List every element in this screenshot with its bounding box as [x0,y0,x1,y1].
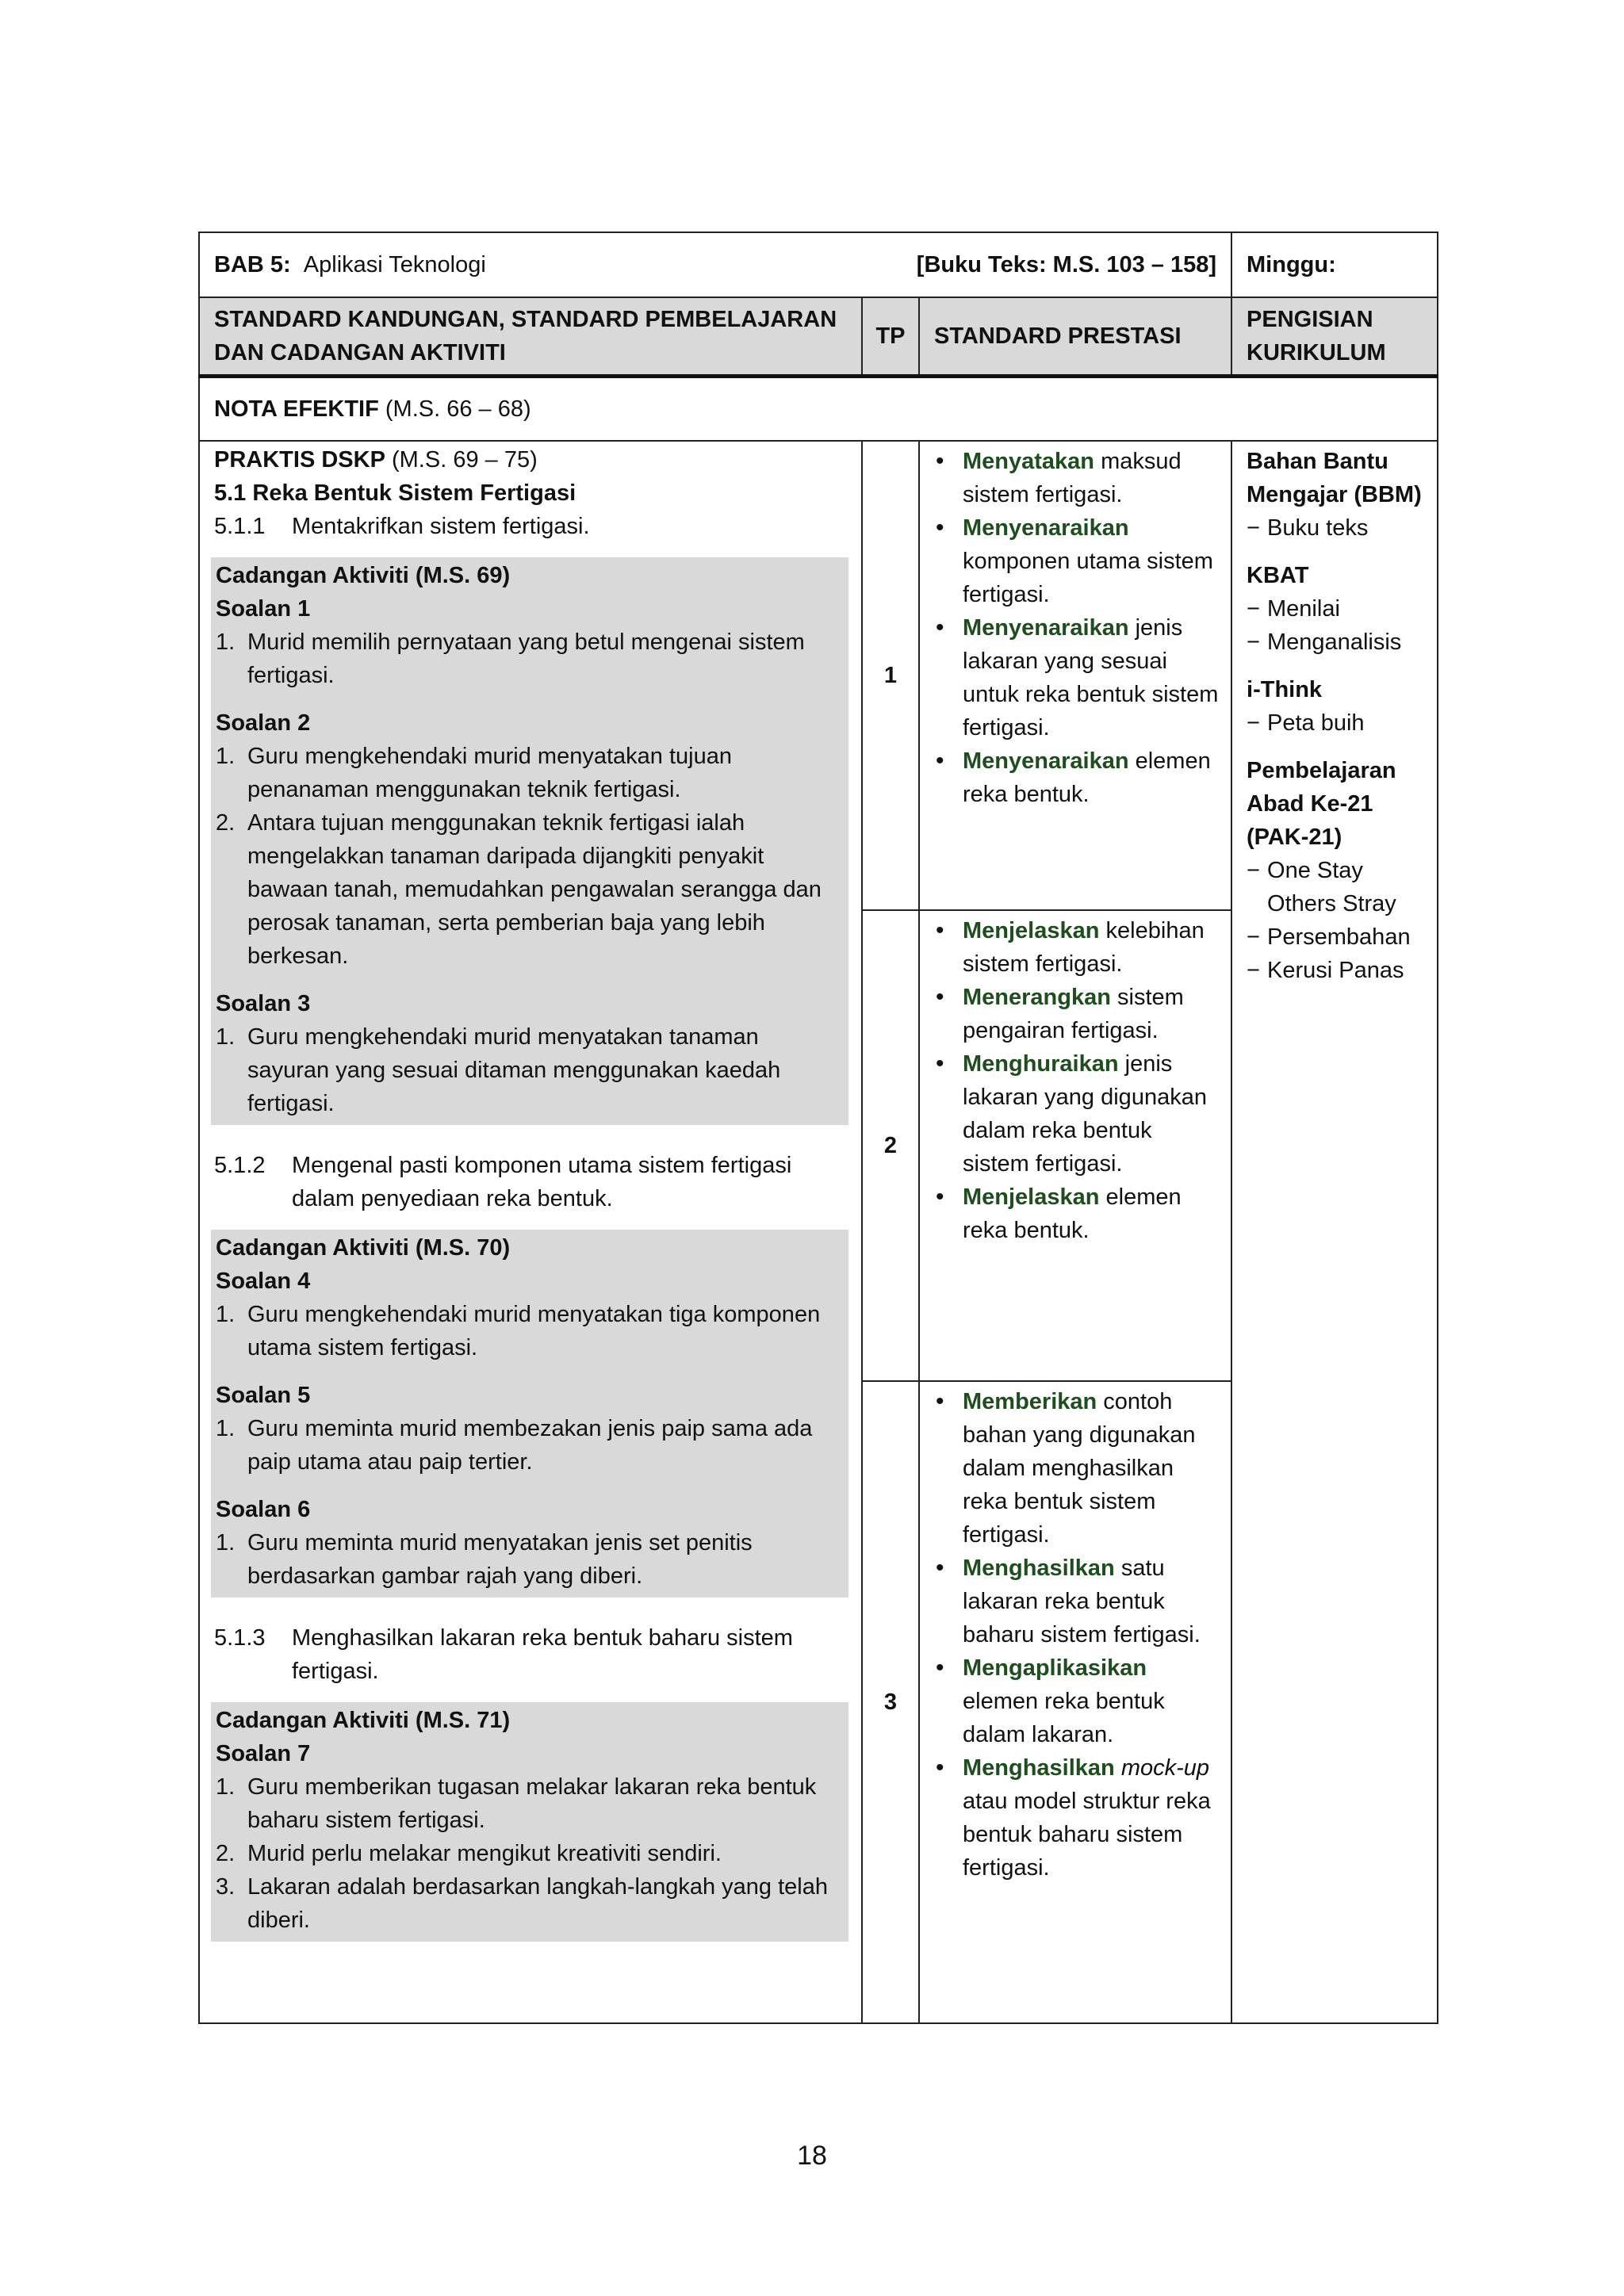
prestasi-cell-tp2 [919,910,1231,1381]
prestasi-cell-tp3 [919,1381,1231,2023]
page-number: 18 [797,2141,827,2171]
list-item: • Menyenaraikan komponen utama sistem fertigasi. [920,511,1223,611]
praktis-label: PRAKTIS DSKP [214,447,385,473]
nota-cell [199,377,1438,442]
learning-standard-512: 5.1.2 Mengenal pasti komponen utama sistem fertigasi dalam penyediaan reka bentuk. [214,1153,792,1211]
list-item: 1. Guru mengkehendaki murid menyatakan tujuan penanaman menggunakan teknik fertigasi. [216,744,732,802]
column-header-standard: STANDARD KANDUNGAN, STANDARD PEMBELAJARAN DAN CADANGAN AKTIVITI [199,297,862,377]
tp-level-1: 1 [862,441,919,910]
tp-level-2: 2 [862,910,919,1381]
chapter-label: BAB 5: [214,252,291,277]
nota-row [199,377,1438,442]
list-item: 1. Guru mengkehendaki murid menyatakan tanaman sayuran yang sesuai ditaman menggunakan kaedah fertigasi. [216,1024,781,1116]
question-title: Soalan 6 [216,1497,311,1522]
list-item: • Menghasilkan satu lakaran reka bentuk baharu sistem fertigasi. [920,1552,1223,1651]
list-item: − Peta buih [1247,710,1365,736]
prestasi-list-tp1 [920,445,1223,811]
activity-title: Cadangan Aktiviti (M.S. 71) [216,1708,511,1733]
list-item: − Buku teks [1247,515,1369,541]
pak21-title: Pembelajaran Abad Ke-21 (PAK-21) [1247,758,1396,850]
bbm-title: Bahan Bantu Mengajar (BBM) [1247,449,1422,507]
week-cell [1231,232,1438,297]
activity-title: Cadangan Aktiviti (M.S. 70) [216,1235,511,1261]
column-header-kurikulum: PENGISIAN KURIKULUM [1231,297,1438,377]
chapter-cell [199,232,1231,297]
list-item: − Kerusi Panas [1247,958,1404,983]
content-row-tp1 [199,441,1438,910]
list-item: • Menyatakan maksud sistem fertigasi. [920,445,1223,511]
list-item: 1. Guru memberikan tugasan melakar lakaran reka bentuk baharu sistem fertigasi. [216,1774,817,1833]
tp-level-3: 3 [862,1381,919,2023]
list-item: − One Stay Others Stray [1247,858,1396,916]
list-item: • Menjelaskan kelebihan sistem fertigasi. [920,914,1223,981]
question-title: Soalan 5 [216,1383,311,1408]
list-item: • Mengaplikasikan elemen reka bentuk dalam lakaran. [920,1651,1223,1751]
list-item: • Menjelaskan elemen reka bentuk. [920,1181,1223,1247]
list-item: 2. Antara tujuan menggunakan teknik fertigasi ialah mengelakkan tanaman daripada dijangkiti penyakit bawaan tanah, memudahkan pengawalan serangga dan perosak tanaman, serta pemberian baja yang lebih berkesan. [216,810,822,969]
question-title: Soalan 7 [216,1741,311,1766]
list-item: 2. Murid perlu melakar mengikut kreativiti sendiri. [216,1841,722,1866]
praktis-pages: (M.S. 69 – 75) [391,447,538,473]
title-row [199,232,1438,297]
column-header-tp: TP [862,297,919,377]
textbook-pages: [Buku Teks: M.S. 103 – 158] [916,252,1217,277]
ithink-title: i-Think [1247,677,1323,702]
activity-box-3 [211,1702,848,1942]
list-item: 3. Lakaran adalah berdasarkan langkah-langkah yang telah diberi. [216,1874,828,1933]
list-item: − Menganalisis [1247,629,1402,655]
column-header-row [199,297,1438,377]
kurikulum-cell [1231,441,1438,2023]
nota-label: NOTA EFEKTIF [214,396,379,422]
prestasi-cell-tp1 [919,441,1231,910]
column-header-prestasi: STANDARD PRESTASI [919,297,1231,377]
list-item: − Menilai [1247,596,1340,622]
question-title: Soalan 2 [216,710,311,736]
list-item: − Persembahan [1247,924,1411,950]
lesson-plan-table [198,232,1438,2024]
prestasi-list-tp2 [920,914,1223,1247]
list-item: • Menghuraikan jenis lakaran yang digunakan dalam reka bentuk sistem fertigasi. [920,1047,1223,1181]
list-item: • Menerangkan sistem pengairan fertigasi. [920,981,1223,1047]
list-item: 1. Guru meminta murid membezakan jenis paip sama ada paip utama atau paip tertier. [216,1416,813,1475]
list-item: • Memberikan contoh bahan yang digunakan dalam menghasilkan reka bentuk sistem fertigasi. [920,1385,1223,1552]
question-title: Soalan 3 [216,991,311,1016]
activity-title: Cadangan Aktiviti (M.S. 69) [216,563,511,588]
list-item: 1. Guru mengkehendaki murid menyatakan tiga komponen utama sistem fertigasi. [216,1302,821,1360]
learning-standard-511: 5.1.1 Mentakrifkan sistem fertigasi. [214,514,590,539]
standard-cell [199,441,862,2023]
question-title: Soalan 1 [216,596,311,622]
list-item: 1. Murid memilih pernyataan yang betul mengenai sistem fertigasi. [216,629,805,688]
week-label: Minggu: [1247,252,1336,277]
activity-box-1 [211,557,848,1125]
list-item: 1. Guru meminta murid menyatakan jenis set penitis berdasarkan gambar rajah yang diberi. [216,1530,753,1589]
kbat-title: KBAT [1247,563,1309,588]
nota-pages: (M.S. 66 – 68) [385,396,531,422]
question-title: Soalan 4 [216,1269,311,1294]
section-title: 5.1 Reka Bentuk Sistem Fertigasi [214,480,576,506]
learning-standard-513: 5.1.3 Menghasilkan lakaran reka bentuk baharu sistem fertigasi. [214,1625,793,1684]
list-item: • Menyenaraikan elemen reka bentuk. [920,744,1223,811]
chapter-title: Aplikasi Teknologi [303,252,486,277]
list-item: • Menyenaraikan jenis lakaran yang sesuai untuk reka bentuk sistem fertigasi. [920,611,1223,744]
prestasi-list-tp3 [920,1385,1223,1885]
activity-box-2 [211,1230,848,1598]
list-item: • Menghasilkan mock-up atau model struktur reka bentuk baharu sistem fertigasi. [920,1751,1223,1885]
